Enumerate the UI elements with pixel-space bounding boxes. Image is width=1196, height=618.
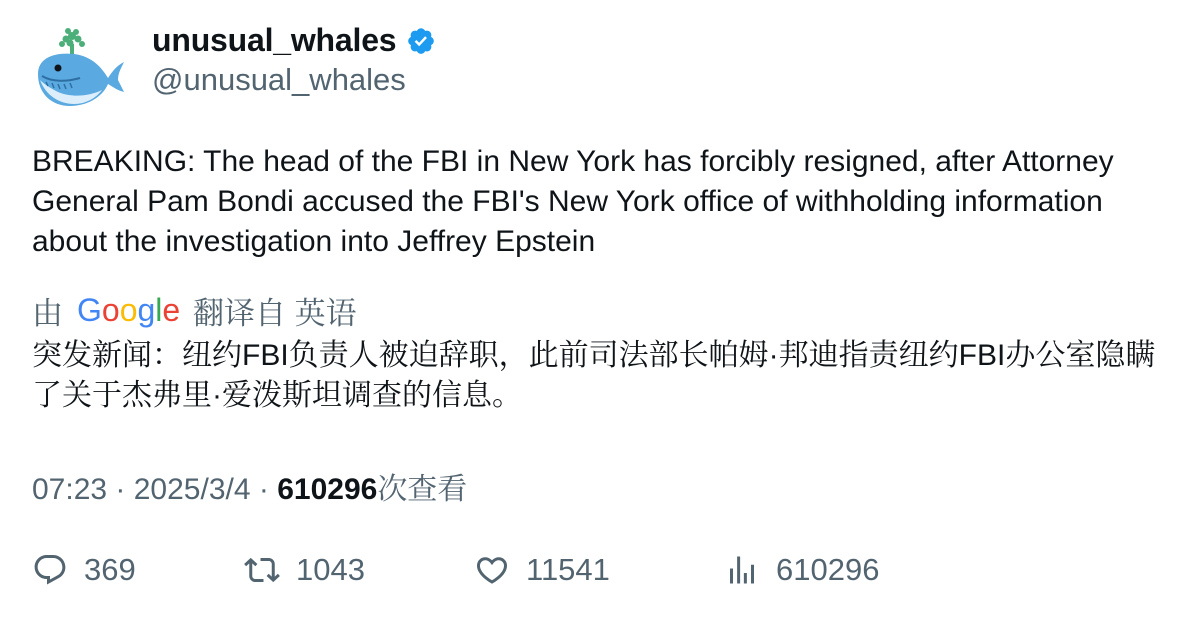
action-bar <box>32 552 1162 592</box>
like-button[interactable] <box>474 552 610 588</box>
reply-button[interactable] <box>32 552 136 588</box>
meta-separator: · <box>107 473 134 506</box>
avatar[interactable] <box>32 26 128 114</box>
tweet-date[interactable]: 2025/3/4 <box>133 473 251 506</box>
author-handle[interactable]: @unusual_whales <box>152 62 406 97</box>
author-name-row[interactable] <box>152 22 436 59</box>
meta-separator: · <box>250 473 278 506</box>
verified-badge-icon <box>406 26 436 56</box>
heart-icon <box>474 552 510 588</box>
retweet-icon <box>244 552 280 588</box>
translation-attribution <box>32 288 357 333</box>
google-logo <box>77 291 181 329</box>
views-button[interactable] <box>724 552 879 588</box>
tweet-meta <box>32 464 467 508</box>
views-count: 610296 <box>277 473 378 506</box>
like-count: 11541 <box>526 552 610 587</box>
retweet-count: 1043 <box>296 552 365 587</box>
reply-count: 369 <box>84 552 136 587</box>
reply-icon <box>32 552 68 588</box>
translation-prefix: 由 <box>32 296 63 331</box>
translated-text: 突发新闻：纽约FBI负责人被迫辞职，此前司法部长帕姆·邦迪指责纽约FBI办公室隐瞒了关于杰弗里·爱泼斯坦调查的信息。 <box>32 339 1156 412</box>
tweet-time[interactable]: 07:23 <box>32 473 108 506</box>
analytics-icon <box>724 552 760 588</box>
views-label: 次查看 <box>377 473 468 506</box>
display-name[interactable]: unusual_whales <box>152 22 397 58</box>
retweet-button[interactable] <box>244 552 365 588</box>
svg-text:Google: Google <box>77 291 181 328</box>
tweet-text: BREAKING: The head of the FBI in New York has forcibly resigned, after Attorney General Pam Bondi accused the FBI's New York office of withholding information about the investigation into Jeffrey Epstein <box>32 145 1114 258</box>
translation-suffix: 翻译自 英语 <box>193 296 357 331</box>
whale-avatar-icon <box>32 26 128 114</box>
views-action-count: 610296 <box>776 552 880 587</box>
